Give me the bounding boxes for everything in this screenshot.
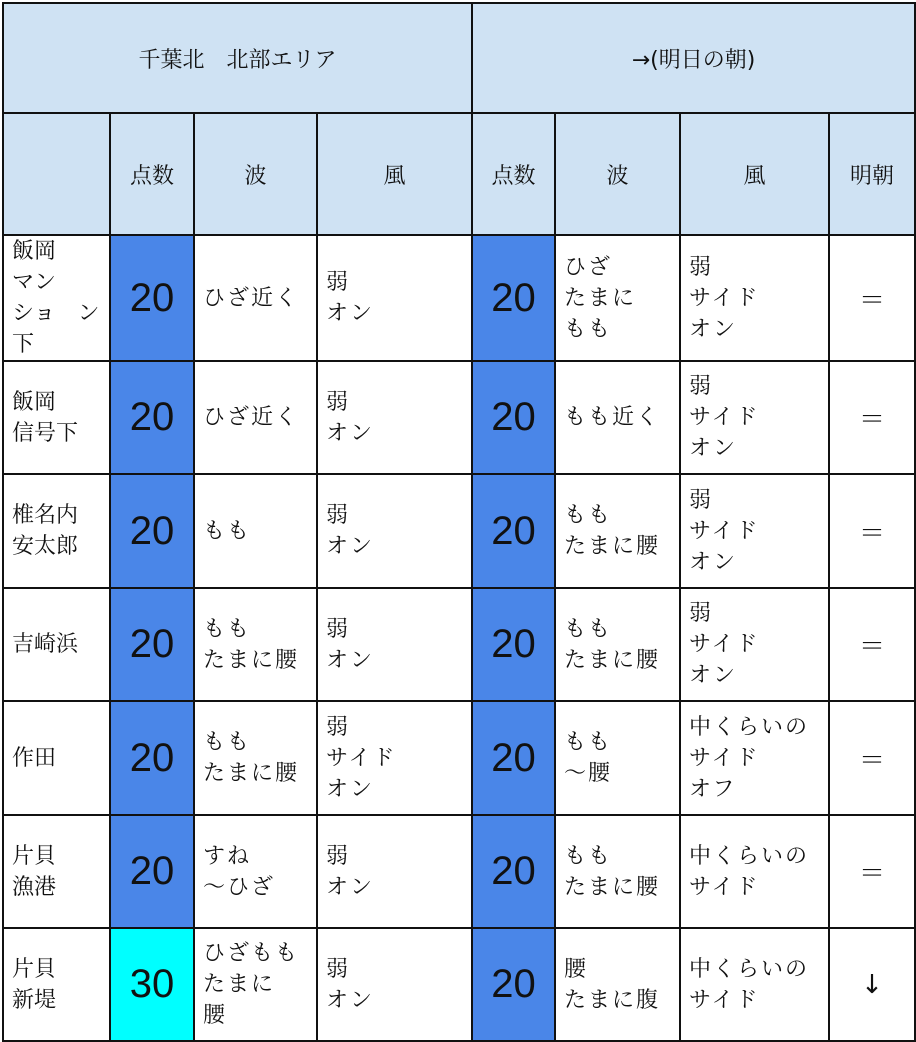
table-row (3, 588, 915, 701)
today-score: 20 (110, 815, 194, 928)
spot-name: 吉崎浜 (3, 588, 110, 701)
tomorrow-wind-header: 風 (680, 113, 829, 235)
spot-name: 飯岡 マン ショ ン 下 (3, 235, 110, 361)
tomorrow-score: 20 (472, 928, 555, 1041)
today-wind: 弱 オン (317, 235, 472, 361)
table-row (3, 815, 915, 928)
tomorrow-score: 20 (472, 815, 555, 928)
today-score-header: 点数 (110, 113, 194, 235)
today-score: 30 (110, 928, 194, 1041)
tomorrow-wind: 弱 サイド オン (680, 588, 829, 701)
tomorrow-score: 20 (472, 588, 555, 701)
tomorrow-score-header: 点数 (472, 113, 555, 235)
today-wind: 弱 オン (317, 928, 472, 1041)
tomorrow-wind: 中くらいの サイド (680, 928, 829, 1041)
tomorrow-morning-trend: ＝ (829, 701, 915, 815)
table-row (3, 701, 915, 815)
spot-rows (3, 235, 915, 1041)
table-row (3, 361, 915, 474)
tomorrow-wind: 中くらいの サイド (680, 815, 829, 928)
tomorrow-morning-trend: ＝ (829, 474, 915, 588)
tomorrow-wave: もも たまに腰 (555, 815, 680, 928)
spot-name: 飯岡 信号下 (3, 361, 110, 474)
tomorrow-score: 20 (472, 474, 555, 588)
tomorrow-score: 20 (472, 701, 555, 815)
tomorrow-morning-trend: ＝ (829, 235, 915, 361)
today-wave-header: 波 (194, 113, 317, 235)
tomorrow-wave-header: 波 (555, 113, 680, 235)
tomorrow-wave: もも近く (555, 361, 680, 474)
table-row (3, 474, 915, 588)
tomorrow-wave: もも たまに腰 (555, 474, 680, 588)
today-wave: ひざ近く (194, 361, 317, 474)
today-wave: ひざ近く (194, 235, 317, 361)
spot-name: 作田 (3, 701, 110, 815)
spot-column-header (3, 113, 110, 235)
tomorrow-score: 20 (472, 361, 555, 474)
area-header: 千葉北 北部エリア (3, 3, 472, 113)
tomorrow-wave: ひざ たまに もも (555, 235, 680, 361)
tomorrow-wave: もも たまに腰 (555, 588, 680, 701)
spot-name: 片貝 漁港 (3, 815, 110, 928)
today-wave: もも (194, 474, 317, 588)
tomorrow-morning-trend: ＝ (829, 588, 915, 701)
today-wind: 弱 オン (317, 588, 472, 701)
tomorrow-wind: 中くらいの サイド オフ (680, 701, 829, 815)
today-wave: もも たまに腰 (194, 701, 317, 815)
today-wave: もも たまに腰 (194, 588, 317, 701)
table-row (3, 235, 915, 361)
today-score: 20 (110, 361, 194, 474)
today-wind: 弱 オン (317, 815, 472, 928)
today-wind: 弱 サイド オン (317, 701, 472, 815)
tomorrow-morning-trend: ＝ (829, 361, 915, 474)
table-row (3, 928, 915, 1041)
tomorrow-morning-trend: ↓ (829, 928, 915, 1041)
tomorrow-wind: 弱 サイド オン (680, 361, 829, 474)
today-wave: ひざもも たまに 腰 (194, 928, 317, 1041)
tomorrow-wave: 腰 たまに腹 (555, 928, 680, 1041)
tomorrow-header: →(明日の朝) (472, 3, 915, 113)
today-score: 20 (110, 588, 194, 701)
today-wind: 弱 オン (317, 361, 472, 474)
tomorrow-morning-trend: ＝ (829, 815, 915, 928)
tomorrow-wave: もも 〜腰 (555, 701, 680, 815)
today-wave: すね 〜ひざ (194, 815, 317, 928)
spot-name: 椎名内 安太郎 (3, 474, 110, 588)
today-score: 20 (110, 474, 194, 588)
today-score: 20 (110, 701, 194, 815)
today-wind-header: 風 (317, 113, 472, 235)
tomorrow-morning-header: 明朝 (829, 113, 915, 235)
today-score: 20 (110, 235, 194, 361)
tomorrow-wind: 弱 サイド オン (680, 474, 829, 588)
today-wind: 弱 オン (317, 474, 472, 588)
tomorrow-wind: 弱 サイド オン (680, 235, 829, 361)
tomorrow-score: 20 (472, 235, 555, 361)
surf-forecast-table (2, 2, 916, 1042)
spot-name: 片貝 新堤 (3, 928, 110, 1041)
